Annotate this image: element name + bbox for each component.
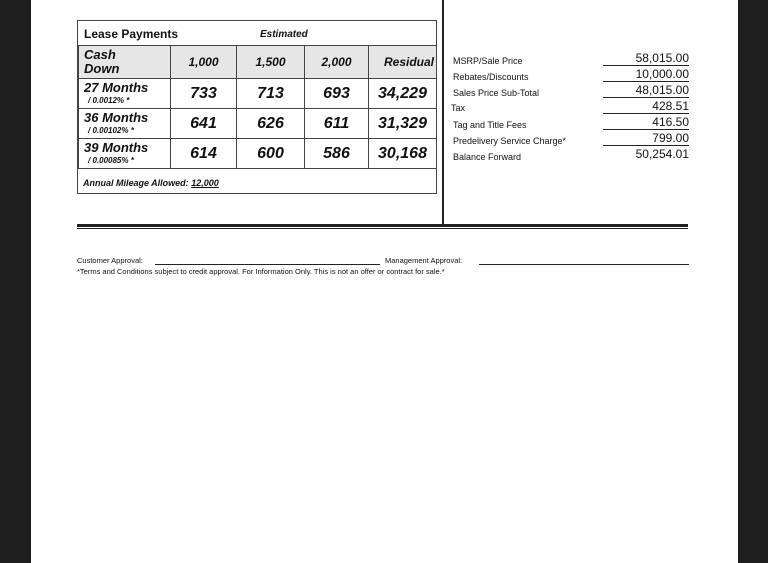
price-row <box>449 68 689 84</box>
term-label: 27 Months <box>84 79 149 95</box>
horizontal-rule-thin <box>77 228 688 229</box>
lease-table <box>78 45 437 169</box>
management-signature-line[interactable] <box>479 264 689 265</box>
term-label: 39 Months <box>84 139 149 155</box>
term-cell <box>79 79 171 109</box>
price-value: 799.00 <box>603 132 689 146</box>
payment-cell: 693 <box>305 79 369 109</box>
price-value: 416.50 <box>603 116 689 130</box>
payment-cell: 611 <box>305 109 369 139</box>
lease-title: Lease Payments <box>84 27 179 41</box>
lease-header <box>78 21 436 45</box>
term-cell <box>79 109 171 139</box>
term-cell <box>79 139 171 169</box>
price-value: 50,254.01 <box>635 147 689 161</box>
residual-cell: 34,229 <box>369 79 437 109</box>
payment-cell: 586 <box>305 139 369 169</box>
price-label: Tag and Title Fees <box>453 120 527 130</box>
price-row <box>449 100 689 116</box>
approval-line <box>77 256 689 266</box>
rate-label: / 0.00102% * <box>88 125 134 135</box>
payment-cell: 733 <box>171 79 237 109</box>
price-value: 48,015.00 <box>603 84 689 98</box>
price-label: Balance Forward <box>453 152 522 162</box>
management-approval-label: Management Approval: <box>385 256 463 265</box>
cash-down-row <box>79 46 437 79</box>
lease-payments-box <box>77 20 437 194</box>
price-label: Tax <box>451 103 466 113</box>
price-label: Sales Price Sub-Total <box>453 88 540 98</box>
rate-label: / 0.0012% * <box>88 95 130 105</box>
price-row <box>449 116 689 132</box>
payment-cell: 614 <box>171 139 237 169</box>
price-row <box>449 132 689 148</box>
payment-cell: 641 <box>171 109 237 139</box>
residual-cell: 31,329 <box>369 109 437 139</box>
payment-cell: 713 <box>237 79 305 109</box>
mileage-label: Annual Mileage Allowed: <box>83 178 189 188</box>
residual-cell: 30,168 <box>369 139 437 169</box>
cash-down-2: 1,500 <box>237 46 305 79</box>
mileage-allowance <box>83 178 219 188</box>
price-value: 428.51 <box>603 100 689 114</box>
price-row <box>449 84 689 100</box>
payment-cell: 626 <box>237 109 305 139</box>
cash-down-1: 1,000 <box>171 46 237 79</box>
price-row <box>449 148 689 164</box>
rate-label: / 0.00085% * <box>88 155 134 165</box>
cash-down-3: 2,000 <box>305 46 369 79</box>
table-row <box>79 79 437 109</box>
mileage-value: 12,000 <box>191 178 219 188</box>
payment-cell: 600 <box>237 139 305 169</box>
price-row <box>449 52 689 68</box>
term-label: 36 Months <box>84 109 149 125</box>
price-label: Predelivery Service Charge* <box>453 136 567 146</box>
residual-header: Residual <box>369 46 437 79</box>
table-row <box>79 139 437 169</box>
down-label: Down <box>84 61 120 76</box>
horizontal-rule <box>77 224 688 227</box>
approval-section <box>77 256 689 276</box>
vertical-divider <box>442 0 444 224</box>
cash-label: Cash <box>84 47 116 62</box>
customer-approval-label: Customer Approval: <box>77 256 143 265</box>
estimated-label: Estimated <box>260 29 308 40</box>
terms-disclaimer: *Terms and Conditions subject to credit approval. For Information Only. This is not an offer or contract for sale.* <box>77 267 445 276</box>
table-row <box>79 109 437 139</box>
document-page <box>31 0 738 563</box>
price-value: 10,000.00 <box>603 68 689 82</box>
customer-signature-line[interactable] <box>155 264 380 265</box>
pricing-summary <box>449 52 689 164</box>
price-label: MSRP/Sale Price <box>453 56 523 66</box>
price-label: Rebates/Discounts <box>453 72 529 82</box>
cash-down-label <box>79 46 171 79</box>
price-value: 58,015.00 <box>603 52 689 66</box>
